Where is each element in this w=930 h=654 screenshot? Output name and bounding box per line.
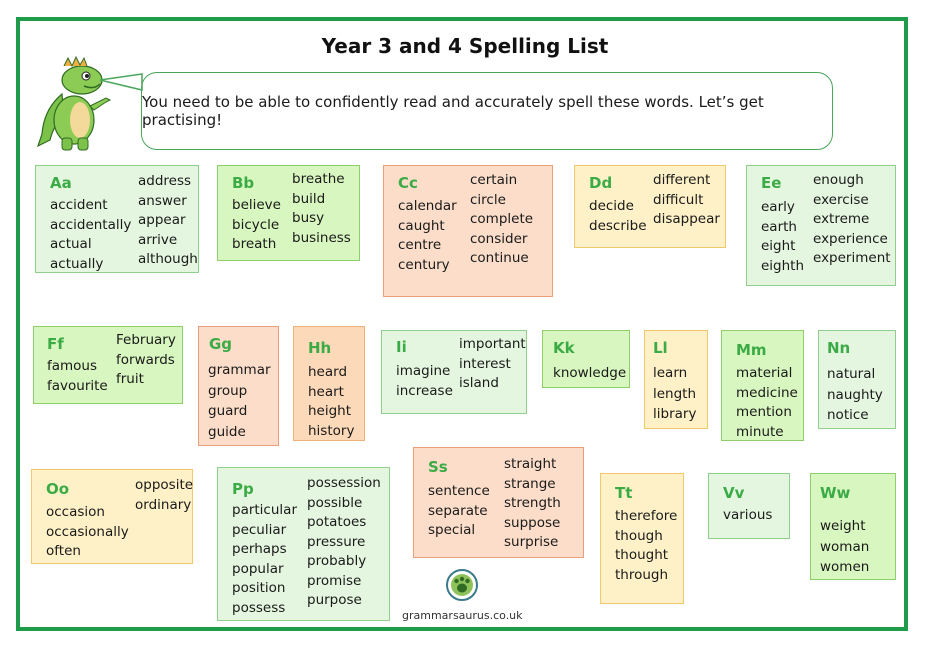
- card-letter: Mm: [736, 341, 767, 359]
- word: experiment: [813, 250, 891, 266]
- word: enough: [813, 172, 864, 188]
- card-letter: Ss: [428, 458, 448, 476]
- word: perhaps: [232, 541, 287, 557]
- word: favourite: [47, 377, 108, 394]
- word: surprise: [504, 534, 559, 550]
- word: busy: [292, 210, 325, 226]
- card-hh: [293, 326, 365, 441]
- word: experience: [813, 230, 888, 247]
- word: increase: [396, 382, 453, 399]
- word-column: [396, 362, 453, 401]
- card-ll: [644, 330, 708, 429]
- word-column: [232, 501, 297, 618]
- word: strange: [504, 475, 556, 492]
- word: business: [292, 229, 351, 246]
- word: bicycle: [232, 216, 280, 233]
- word: earth: [761, 218, 797, 235]
- word: though: [615, 527, 663, 544]
- word: circle: [470, 191, 506, 208]
- word: minute: [736, 423, 784, 440]
- word-column: [553, 364, 626, 384]
- word-column: [398, 197, 457, 275]
- word: occasionally: [46, 523, 129, 540]
- word: continue: [470, 250, 529, 266]
- word: mention: [736, 404, 792, 420]
- card-cc: [383, 165, 553, 297]
- word: forwards: [116, 351, 175, 368]
- word: material: [736, 365, 793, 381]
- word: island: [459, 375, 499, 391]
- word: purpose: [307, 592, 362, 608]
- card-ff: [33, 326, 183, 404]
- word: popular: [232, 560, 284, 577]
- word: thought: [615, 547, 669, 563]
- grammarsaurus-logo-icon: [446, 569, 478, 601]
- word: sentence: [428, 483, 490, 499]
- word: possible: [307, 494, 363, 511]
- intro-text: You need to be able to confidently read and accurately spell these words. Let’s get practising!: [142, 93, 764, 129]
- word: medicine: [736, 384, 798, 401]
- word-column: [208, 360, 271, 442]
- word-column: [653, 363, 696, 425]
- word: important: [459, 336, 526, 352]
- card-gg: [198, 326, 279, 446]
- card-oo: [31, 469, 193, 564]
- word: particular: [232, 502, 297, 518]
- card-bb: [217, 165, 360, 261]
- word: disappear: [653, 211, 720, 227]
- word: through: [615, 566, 669, 583]
- word: famous: [47, 358, 98, 374]
- word: weight: [820, 518, 866, 534]
- word: eighth: [761, 257, 805, 274]
- card-letter: Oo: [46, 480, 70, 498]
- word: although: [138, 251, 198, 267]
- word: different: [653, 172, 711, 188]
- card-letter: Dd: [589, 174, 613, 192]
- word-column: [723, 506, 772, 526]
- word-column: [820, 516, 869, 578]
- card-letter: Cc: [398, 174, 418, 192]
- word: pressure: [307, 533, 366, 550]
- word: length: [653, 385, 697, 402]
- word: century: [398, 256, 450, 273]
- word: position: [232, 580, 286, 596]
- word: various: [723, 507, 773, 523]
- card-letter: Aa: [50, 174, 72, 192]
- word: difficult: [653, 191, 704, 208]
- word: probably: [307, 553, 367, 569]
- word: consider: [470, 230, 528, 247]
- word: believe: [232, 197, 281, 213]
- word: opposite: [135, 477, 194, 493]
- card-letter: Ii: [396, 338, 407, 356]
- word-column: [308, 363, 354, 441]
- word: peculiar: [232, 521, 287, 538]
- word: women: [820, 559, 870, 575]
- card-ss: [413, 447, 584, 558]
- word: potatoes: [307, 514, 367, 530]
- word: early: [761, 199, 795, 215]
- card-mm: [721, 330, 804, 441]
- website-link[interactable]: grammarsaurus.co.uk: [402, 609, 523, 622]
- word-column: [827, 364, 883, 426]
- card-letter: Bb: [232, 174, 255, 192]
- word: knowledge: [553, 365, 627, 381]
- word: promise: [307, 572, 362, 589]
- card-letter: Ee: [761, 174, 782, 192]
- card-nn: [818, 330, 896, 429]
- word-column: [615, 507, 677, 585]
- word: special: [428, 522, 476, 538]
- word: often: [46, 543, 81, 559]
- word: history: [308, 422, 355, 439]
- card-letter: Vv: [723, 484, 745, 502]
- card-letter: Nn: [827, 339, 851, 357]
- word: address: [138, 173, 192, 189]
- word: caught: [398, 217, 445, 234]
- card-aa: [35, 165, 199, 273]
- word-column: [50, 196, 131, 274]
- card-tt: [600, 473, 684, 604]
- word-column: [428, 482, 490, 541]
- word: actually: [50, 255, 104, 272]
- word: certain: [470, 172, 518, 188]
- word: arrive: [138, 231, 178, 248]
- card-letter: Pp: [232, 480, 254, 498]
- word-column: [653, 171, 720, 230]
- word: breath: [232, 236, 277, 252]
- word-column: [46, 503, 129, 562]
- card-kk: [542, 330, 630, 388]
- word-column: [135, 476, 193, 515]
- word-column: [138, 172, 198, 270]
- word: straight: [504, 456, 557, 472]
- word-column: [504, 455, 561, 553]
- word: complete: [470, 211, 534, 227]
- word: extreme: [813, 211, 870, 227]
- word: naughty: [827, 386, 883, 403]
- word-column: [459, 335, 526, 394]
- word-column: [47, 357, 108, 396]
- card-letter: Hh: [308, 339, 332, 357]
- word: natural: [827, 366, 876, 382]
- word: describe: [589, 217, 647, 234]
- word-column: [470, 171, 533, 269]
- word: actual: [50, 236, 92, 252]
- card-letter: Ww: [820, 484, 851, 502]
- word: guard: [208, 403, 248, 419]
- word-column: [116, 331, 176, 390]
- card-vv: [708, 473, 790, 539]
- word: possession: [307, 475, 381, 491]
- word-column: [292, 170, 351, 248]
- word-column: [232, 196, 281, 255]
- speech-bubble: [141, 72, 833, 150]
- word-column: [813, 171, 891, 269]
- card-letter: Tt: [615, 484, 633, 502]
- word: accidentally: [50, 216, 132, 233]
- word: notice: [827, 407, 869, 423]
- word: occasion: [46, 504, 105, 520]
- word-column: [761, 198, 804, 276]
- page-title: Year 3 and 4 Spelling List: [321, 34, 609, 58]
- word: interest: [459, 355, 511, 372]
- word: learn: [653, 365, 688, 381]
- word: heard: [308, 364, 348, 380]
- card-letter: Ff: [47, 335, 64, 353]
- word-column: [589, 197, 647, 236]
- word: height: [308, 403, 352, 419]
- word: decide: [589, 198, 634, 214]
- word: February: [116, 332, 176, 348]
- word: library: [653, 406, 697, 422]
- word: separate: [428, 502, 488, 519]
- word: strength: [504, 495, 561, 511]
- word: therefore: [615, 508, 678, 524]
- word: calendar: [398, 198, 457, 214]
- word: accident: [50, 197, 108, 213]
- word: heart: [308, 383, 344, 400]
- word-column: [307, 474, 381, 611]
- word: breathe: [292, 171, 345, 187]
- word: guide: [208, 423, 246, 440]
- word: centre: [398, 237, 442, 253]
- card-ww: [810, 473, 896, 580]
- word: imagine: [396, 363, 451, 379]
- card-letter: Gg: [209, 335, 233, 353]
- word: appear: [138, 212, 186, 228]
- word: eight: [761, 238, 796, 254]
- word: woman: [820, 538, 870, 555]
- card-letter: Kk: [553, 339, 575, 357]
- card-ii: [381, 330, 527, 414]
- word-column: [736, 364, 798, 442]
- card-letter: Ll: [653, 339, 668, 357]
- card-ee: [746, 165, 896, 286]
- word: ordinary: [135, 496, 192, 513]
- word: answer: [138, 192, 187, 209]
- word: group: [208, 382, 248, 399]
- card-dd: [574, 165, 726, 248]
- word: possess: [232, 599, 286, 616]
- word: build: [292, 190, 326, 207]
- word: suppose: [504, 514, 561, 531]
- card-pp: [217, 467, 390, 621]
- word: fruit: [116, 371, 144, 387]
- word: exercise: [813, 191, 869, 208]
- word: grammar: [208, 362, 271, 378]
